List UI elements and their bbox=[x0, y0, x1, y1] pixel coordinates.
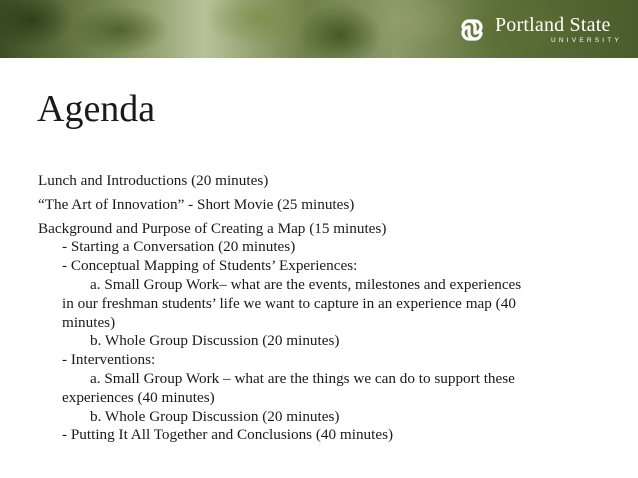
slide-title: Agenda bbox=[37, 88, 156, 130]
agenda-subitem: - Starting a Conversation (20 minutes) bbox=[62, 238, 296, 256]
agenda-continuation: in our freshman students’ life we want to capture in an experience map (40 bbox=[62, 294, 516, 312]
agenda-subitem: - Putting It All Together and Conclusions (40 minutes) bbox=[62, 426, 394, 444]
psu-interlocking-mark-icon bbox=[457, 15, 487, 45]
agenda-item: “The Art of Innovation” - Short Movie (25 minutes) bbox=[38, 195, 355, 213]
agenda-list bbox=[38, 172, 608, 445]
header-banner bbox=[0, 0, 638, 58]
agenda-continuation: minutes) bbox=[62, 313, 116, 331]
logo-subtitle: UNIVERSITY bbox=[550, 37, 622, 45]
agenda-subsubitem: b. Whole Group Discussion (20 minutes) bbox=[90, 332, 340, 350]
university-logo bbox=[457, 10, 622, 50]
agenda-continuation: experiences (40 minutes) bbox=[62, 388, 215, 406]
logo-name: Portland State bbox=[494, 14, 611, 37]
agenda-subsubitem: a. Small Group Work – what are the things we can do to support these bbox=[90, 369, 515, 387]
agenda-item: Lunch and Introductions (20 minutes) bbox=[38, 172, 269, 189]
agenda-subitem: - Interventions: bbox=[62, 351, 156, 369]
agenda-item: Background and Purpose of Creating a Map (15 minutes) bbox=[38, 219, 387, 237]
agenda-subitem: - Conceptual Mapping of Students’ Experiences: bbox=[62, 257, 358, 275]
agenda-subsubitem: b. Whole Group Discussion (20 minutes) bbox=[90, 407, 340, 425]
agenda-subsubitem: a. Small Group Work– what are the events, milestones and experiences bbox=[90, 275, 522, 293]
